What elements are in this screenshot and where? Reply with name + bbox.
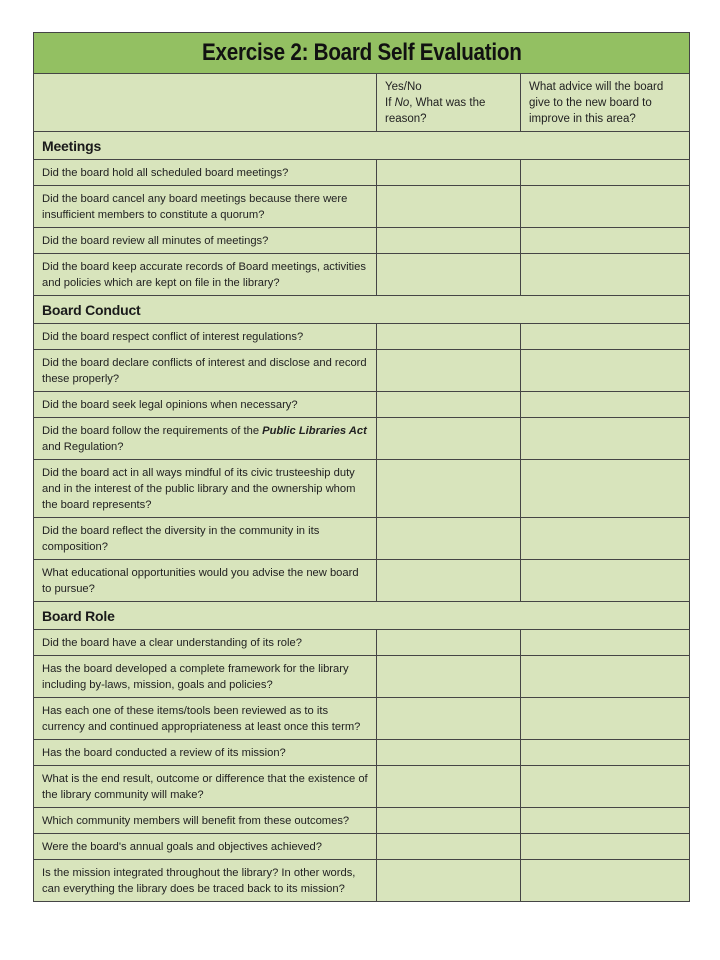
advice-answer-cell[interactable] — [521, 460, 690, 518]
advice-answer-cell[interactable] — [521, 186, 690, 228]
yes-no-answer-cell[interactable] — [377, 418, 521, 460]
section-title-meetings: Meetings — [42, 137, 102, 154]
advice-answer-cell[interactable] — [521, 560, 690, 602]
header-yes-no-label: Yes/No — [385, 81, 422, 93]
yes-no-answer-cell[interactable] — [377, 834, 521, 860]
yes-no-answer-cell[interactable] — [377, 630, 521, 656]
advice-answer-cell[interactable] — [521, 350, 690, 392]
advice-answer-cell[interactable] — [521, 860, 690, 902]
question-text: Did the board act in all ways mindful of its civic trusteeship duty and in the interest of the public library and the ownership whom the board represents? — [42, 467, 356, 511]
header-blank-cell — [34, 74, 377, 132]
section-title-board-conduct: Board Conduct — [42, 301, 141, 318]
question-text: Did the board hold all scheduled board meetings? — [42, 167, 289, 179]
question-row — [34, 834, 690, 860]
yes-no-answer-cell[interactable] — [377, 460, 521, 518]
question-row — [34, 186, 690, 228]
header-reason-label: , What was the reason? — [385, 97, 486, 125]
question-row — [34, 460, 690, 518]
question-text: Were the board's annual goals and objectives achieved? — [42, 841, 322, 853]
question-row — [34, 324, 690, 350]
header-advice-label: What advice will the board give to the new board to improve in this area? — [529, 81, 664, 125]
yes-no-answer-cell[interactable] — [377, 766, 521, 808]
section-title-board-role: Board Role — [42, 607, 115, 624]
question-row — [34, 560, 690, 602]
section-header-cell — [34, 132, 690, 160]
question-text: Did the board respect conflict of interest regulations? — [42, 331, 304, 343]
header-advice-cell — [521, 74, 690, 132]
question-text-lead: Did the board follow the requirements of the — [42, 425, 263, 437]
title-row — [34, 33, 690, 74]
advice-answer-cell[interactable] — [521, 418, 690, 460]
question-row — [34, 392, 690, 418]
header-no-emphasis: No — [394, 97, 410, 109]
question-row — [34, 630, 690, 656]
section-header-cell — [34, 296, 690, 324]
header-row — [34, 74, 690, 132]
advice-answer-cell[interactable] — [521, 324, 690, 350]
yes-no-answer-cell[interactable] — [377, 228, 521, 254]
question-row — [34, 766, 690, 808]
question-text: Did the board have a clear understanding of its role? — [42, 637, 302, 649]
question-row — [34, 518, 690, 560]
yes-no-answer-cell[interactable] — [377, 392, 521, 418]
advice-answer-cell[interactable] — [521, 740, 690, 766]
advice-answer-cell[interactable] — [521, 766, 690, 808]
act-title-emphasis: Public Libraries Act — [262, 425, 367, 437]
question-row — [34, 698, 690, 740]
question-text-tail: and Regulation? — [42, 441, 124, 453]
question-text: Has the board developed a complete framework for the library including by-laws, mission, goals and policies? — [42, 663, 349, 691]
yes-no-answer-cell[interactable] — [377, 698, 521, 740]
section-row-meetings — [34, 132, 690, 160]
question-text: What is the end result, outcome or difference that the existence of the library community will make? — [42, 773, 368, 801]
header-if-label: If — [385, 97, 395, 109]
question-text: Is the mission integrated throughout the library? In other words, can everything the library does be traced back to its mission? — [42, 867, 356, 895]
advice-answer-cell[interactable] — [521, 518, 690, 560]
advice-answer-cell[interactable] — [521, 160, 690, 186]
evaluation-table — [33, 32, 690, 902]
question-text: Has the board conducted a review of its mission? — [42, 747, 286, 759]
section-header-cell — [34, 602, 690, 630]
title-bar — [34, 33, 690, 74]
yes-no-answer-cell[interactable] — [377, 324, 521, 350]
advice-answer-cell[interactable] — [521, 698, 690, 740]
advice-answer-cell[interactable] — [521, 254, 690, 296]
question-text: Did the board cancel any board meetings because there were insufficient members to constitute a quorum? — [42, 193, 348, 221]
question-row — [34, 656, 690, 698]
question-text: Which community members will benefit from these outcomes? — [42, 815, 350, 827]
question-row — [34, 740, 690, 766]
advice-answer-cell[interactable] — [521, 656, 690, 698]
yes-no-answer-cell[interactable] — [377, 350, 521, 392]
page-title: Exercise 2: Board Self Evaluation — [201, 39, 522, 66]
question-row — [34, 228, 690, 254]
header-yes-no-cell — [377, 74, 521, 132]
question-row — [34, 350, 690, 392]
question-row — [34, 860, 690, 902]
section-row-board-role — [34, 602, 690, 630]
question-text: Did the board reflect the diversity in the community in its composition? — [42, 525, 320, 553]
yes-no-answer-cell[interactable] — [377, 254, 521, 296]
advice-answer-cell[interactable] — [521, 630, 690, 656]
yes-no-answer-cell[interactable] — [377, 740, 521, 766]
question-text: Did the board seek legal opinions when necessary? — [42, 399, 298, 411]
question-text: Did the board keep accurate records of Board meetings, activities and policies which are kept on file in the library? — [42, 261, 366, 289]
yes-no-answer-cell[interactable] — [377, 560, 521, 602]
yes-no-answer-cell[interactable] — [377, 160, 521, 186]
yes-no-answer-cell[interactable] — [377, 860, 521, 902]
yes-no-answer-cell[interactable] — [377, 808, 521, 834]
question-text: Did the board declare conflicts of interest and disclose and record these properly? — [42, 357, 367, 385]
yes-no-answer-cell[interactable] — [377, 656, 521, 698]
advice-answer-cell[interactable] — [521, 808, 690, 834]
question-row — [34, 254, 690, 296]
question-text: Did the board review all minutes of meetings? — [42, 235, 269, 247]
question-text: Has each one of these items/tools been reviewed as to its currency and continued appropriateness at least once this term? — [42, 705, 361, 733]
yes-no-answer-cell[interactable] — [377, 518, 521, 560]
advice-answer-cell[interactable] — [521, 228, 690, 254]
yes-no-answer-cell[interactable] — [377, 186, 521, 228]
advice-answer-cell[interactable] — [521, 834, 690, 860]
evaluation-sheet — [33, 32, 689, 902]
advice-answer-cell[interactable] — [521, 392, 690, 418]
question-text: What educational opportunities would you advise the new board to pursue? — [42, 567, 359, 595]
question-row — [34, 808, 690, 834]
section-row-board-conduct — [34, 296, 690, 324]
question-row — [34, 418, 690, 460]
question-text — [34, 418, 376, 459]
question-row — [34, 160, 690, 186]
